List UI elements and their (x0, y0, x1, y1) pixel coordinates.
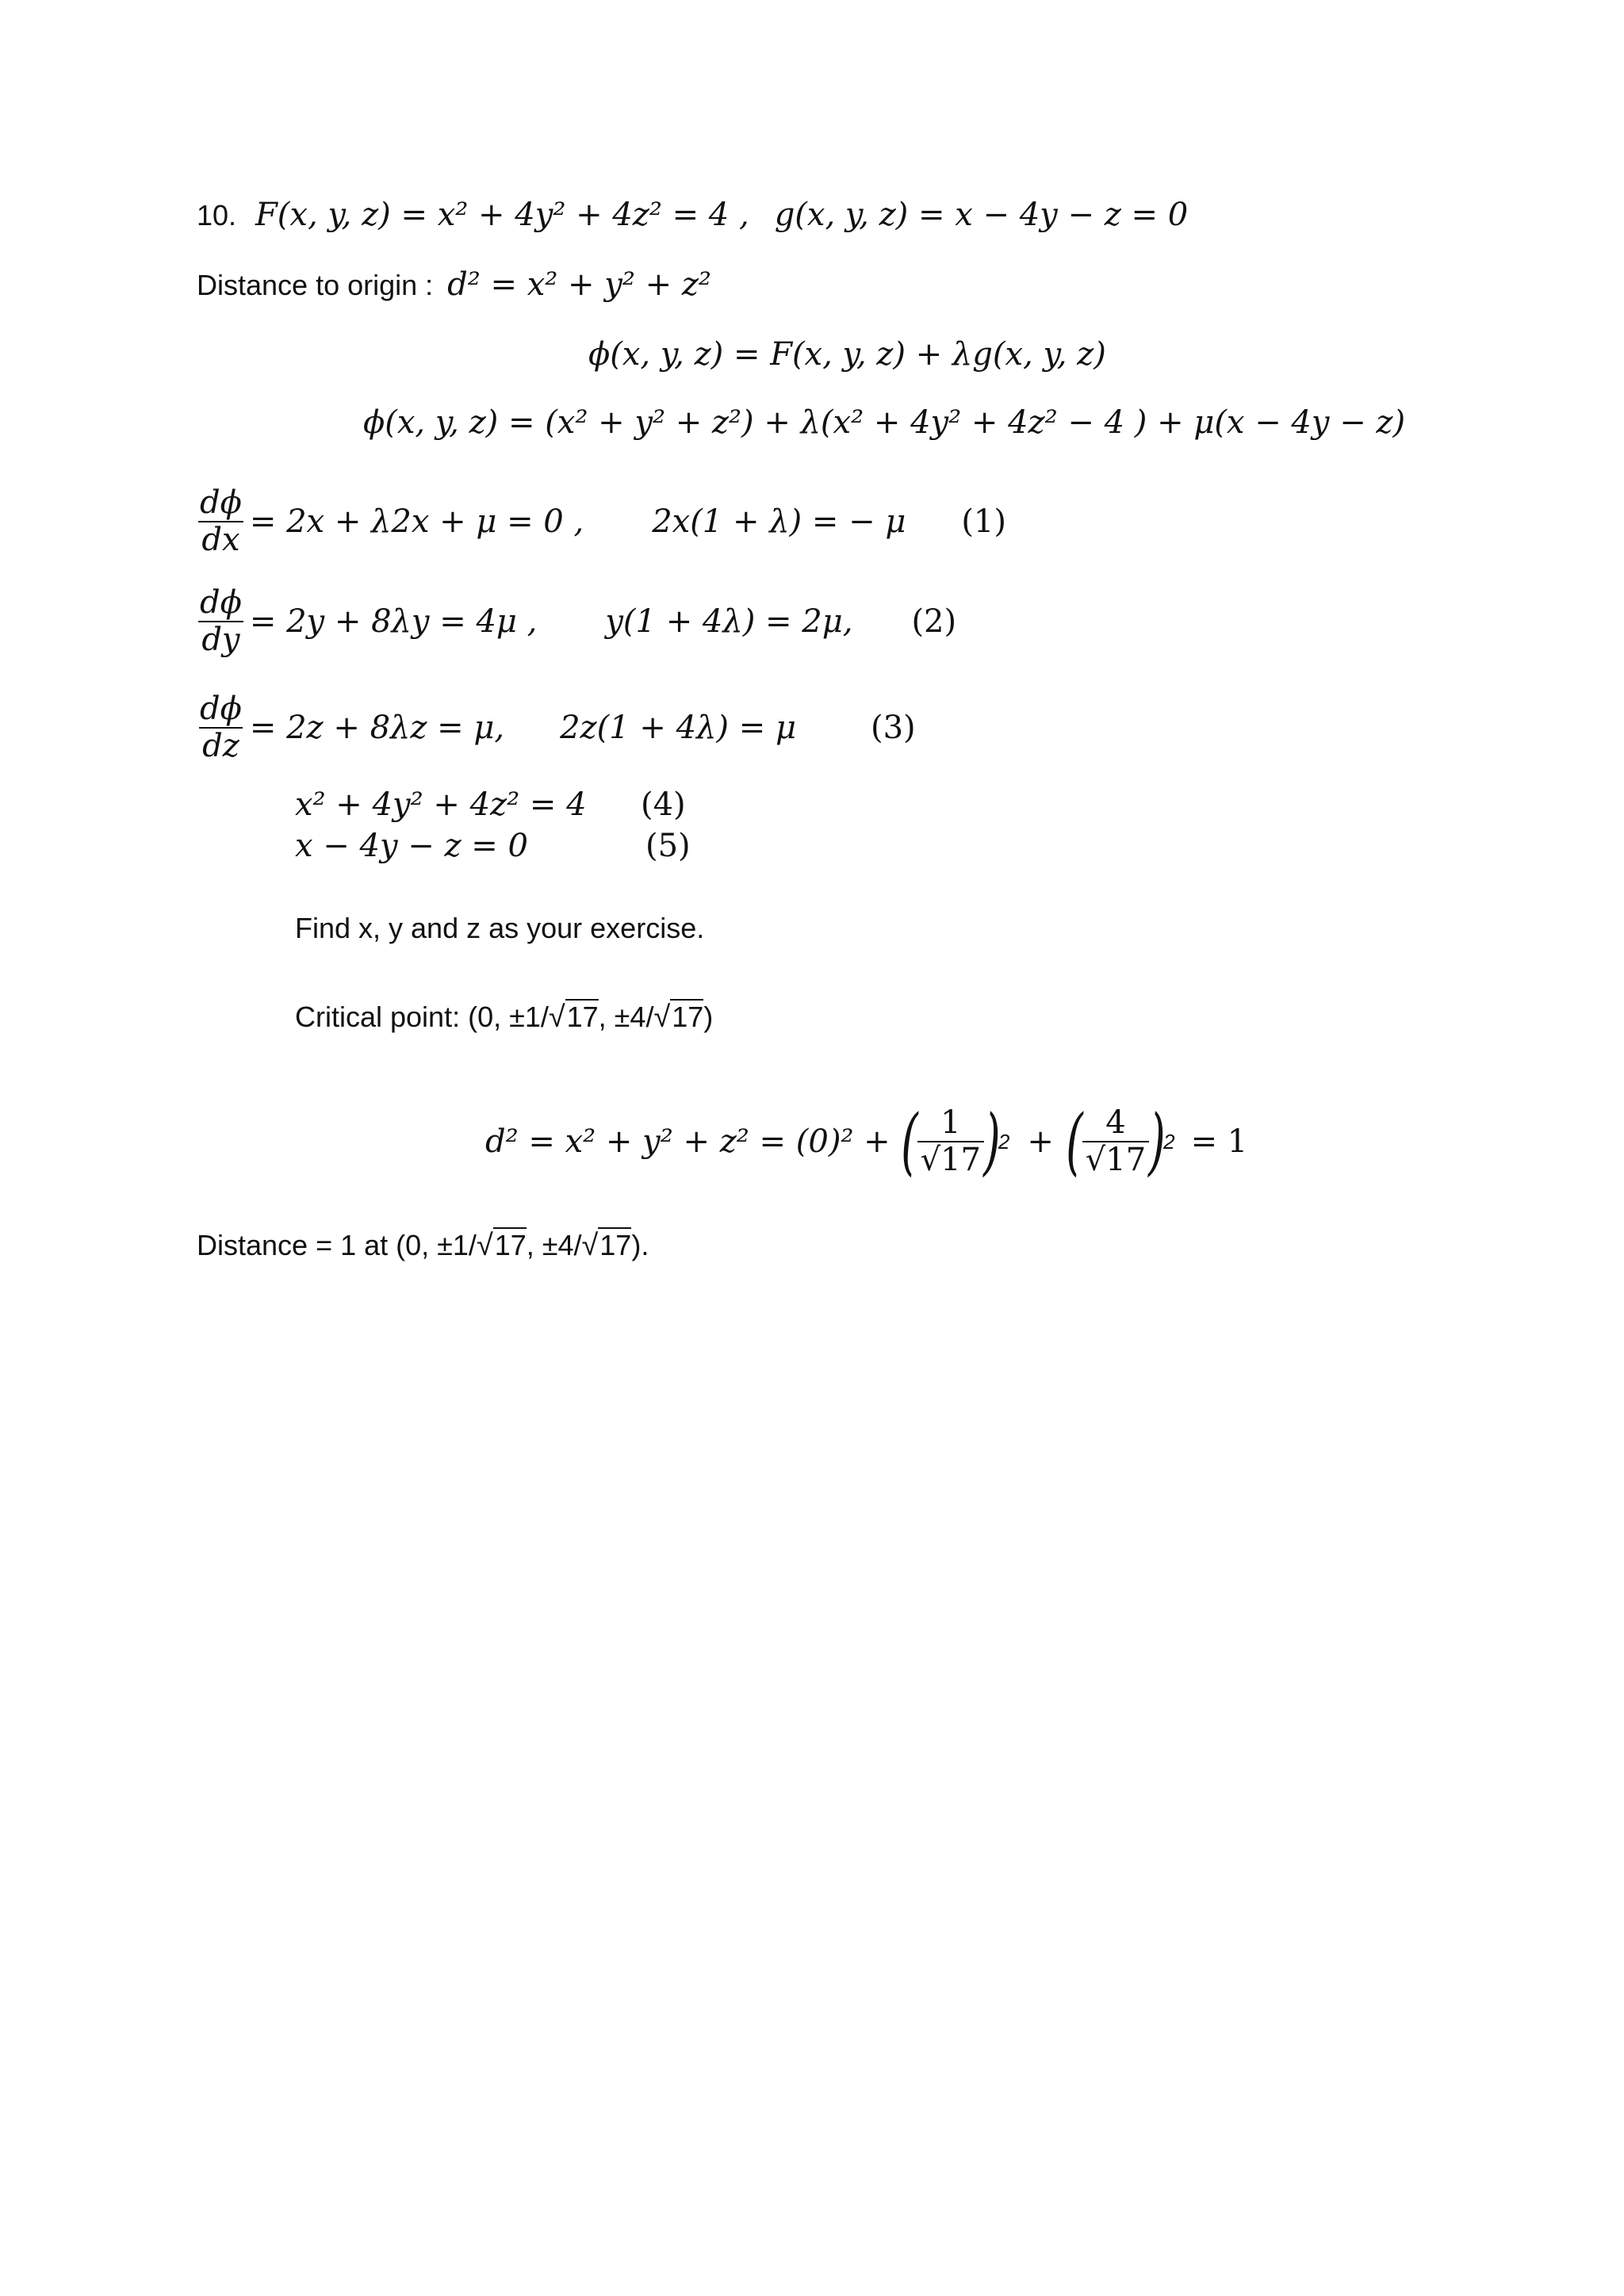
right-paren-1: ) (983, 1099, 1001, 1184)
problem-line (197, 197, 1188, 233)
system-eq-5: x − 4y − z = 0 (295, 828, 528, 864)
partial-y-eq: = 2y + 8λy = 4μ , (249, 603, 538, 640)
phi-full-equation: ϕ(x, y, z) = (x² + y² + z²) + λ(x² + 4y² + 4z² − 4 ) + μ(x − 4y − z) (363, 404, 1406, 441)
final-frac-1 (917, 1105, 984, 1178)
partial-x-simplified: 2x(1 + λ) = − μ (652, 503, 906, 540)
partial-x-num: dϕ (200, 484, 242, 521)
final-rhs: = 1 (1190, 1123, 1248, 1160)
final-power-2: 2 (1163, 1129, 1175, 1154)
partial-z-simplified: 2z(1 + 4λ) = μ (560, 709, 796, 746)
final-power-1: 2 (998, 1129, 1010, 1154)
partial-x-eq: = 2x + λ2x + μ = 0 , (249, 503, 584, 540)
conclusion-end: ). (631, 1229, 649, 1261)
final-frac-2-den: √17 (1082, 1141, 1149, 1178)
partial-x-fraction (197, 485, 245, 558)
distance-formula: d² = x² + y² + z² (447, 266, 711, 303)
critical-point-label: Critical point: (0, ±1/ (295, 1001, 549, 1033)
critical-point-line (295, 1001, 713, 1035)
sqrt-17-d: √17 (581, 1229, 632, 1262)
left-paren-2: ( (1066, 1099, 1083, 1184)
sqrt-17-b: √17 (653, 1001, 704, 1034)
final-plus: + (1027, 1123, 1054, 1160)
partial-x-den: dx (198, 521, 243, 558)
sqrt-17-c: √17 (476, 1229, 527, 1262)
partial-y-fraction (197, 585, 245, 658)
partial-z-den: dz (199, 727, 243, 764)
sqrt-17-a: √17 (548, 1001, 599, 1034)
partial-z-fraction (197, 691, 245, 764)
partial-y-tag: (2) (911, 603, 957, 640)
partial-x-row (197, 485, 1006, 558)
final-equation (485, 1099, 1248, 1184)
distance-line (197, 266, 711, 303)
final-frac-1-den: √17 (917, 1141, 984, 1178)
conclusion-line (197, 1229, 649, 1263)
system-eq-4: x² + 4y² + 4z² = 4 (295, 786, 587, 823)
critical-point-mid: , ±4/ (598, 1001, 654, 1033)
right-paren-2: ) (1148, 1099, 1166, 1184)
system-tag-4: (4) (641, 786, 686, 823)
conclusion-mid: , ±4/ (526, 1229, 582, 1261)
distance-label: Distance to origin : (197, 269, 434, 301)
problem-number: 10. (197, 199, 237, 232)
partial-y-row (197, 585, 956, 658)
constraint-f: F(x, y, z) = x² + 4y² + 4z² = 4 , (255, 197, 749, 233)
critical-point-end: ) (703, 1001, 714, 1033)
final-frac-1-num: 1 (940, 1104, 961, 1142)
system-tag-5: (5) (645, 828, 691, 864)
partial-x-tag: (1) (961, 503, 1006, 540)
final-frac-2-num: 4 (1105, 1104, 1126, 1142)
final-lhs: d² = x² + y² + z² = (0)² + (485, 1123, 891, 1160)
partial-z-num: dϕ (200, 691, 242, 727)
conclusion-label: Distance = 1 at (0, ±1/ (197, 1229, 477, 1261)
partial-y-num: dϕ (200, 584, 242, 621)
partial-z-eq: = 2z + 8λz = μ, (249, 709, 505, 746)
left-paren-1: ( (900, 1099, 918, 1184)
phi-general-equation: ϕ(x, y, z) = F(x, y, z) + λg(x, y, z) (588, 336, 1106, 373)
exercise-text: Find x, y and z as your exercise. (295, 912, 705, 944)
partial-y-simplified: y(1 + 4λ) = 2μ, (605, 603, 853, 640)
final-frac-2 (1082, 1105, 1149, 1178)
partial-y-den: dy (198, 621, 243, 658)
partial-z-row (197, 691, 916, 764)
constraint-g: g(x, y, z) = x − 4y − z = 0 (774, 197, 1189, 233)
partial-z-tag: (3) (870, 709, 916, 746)
